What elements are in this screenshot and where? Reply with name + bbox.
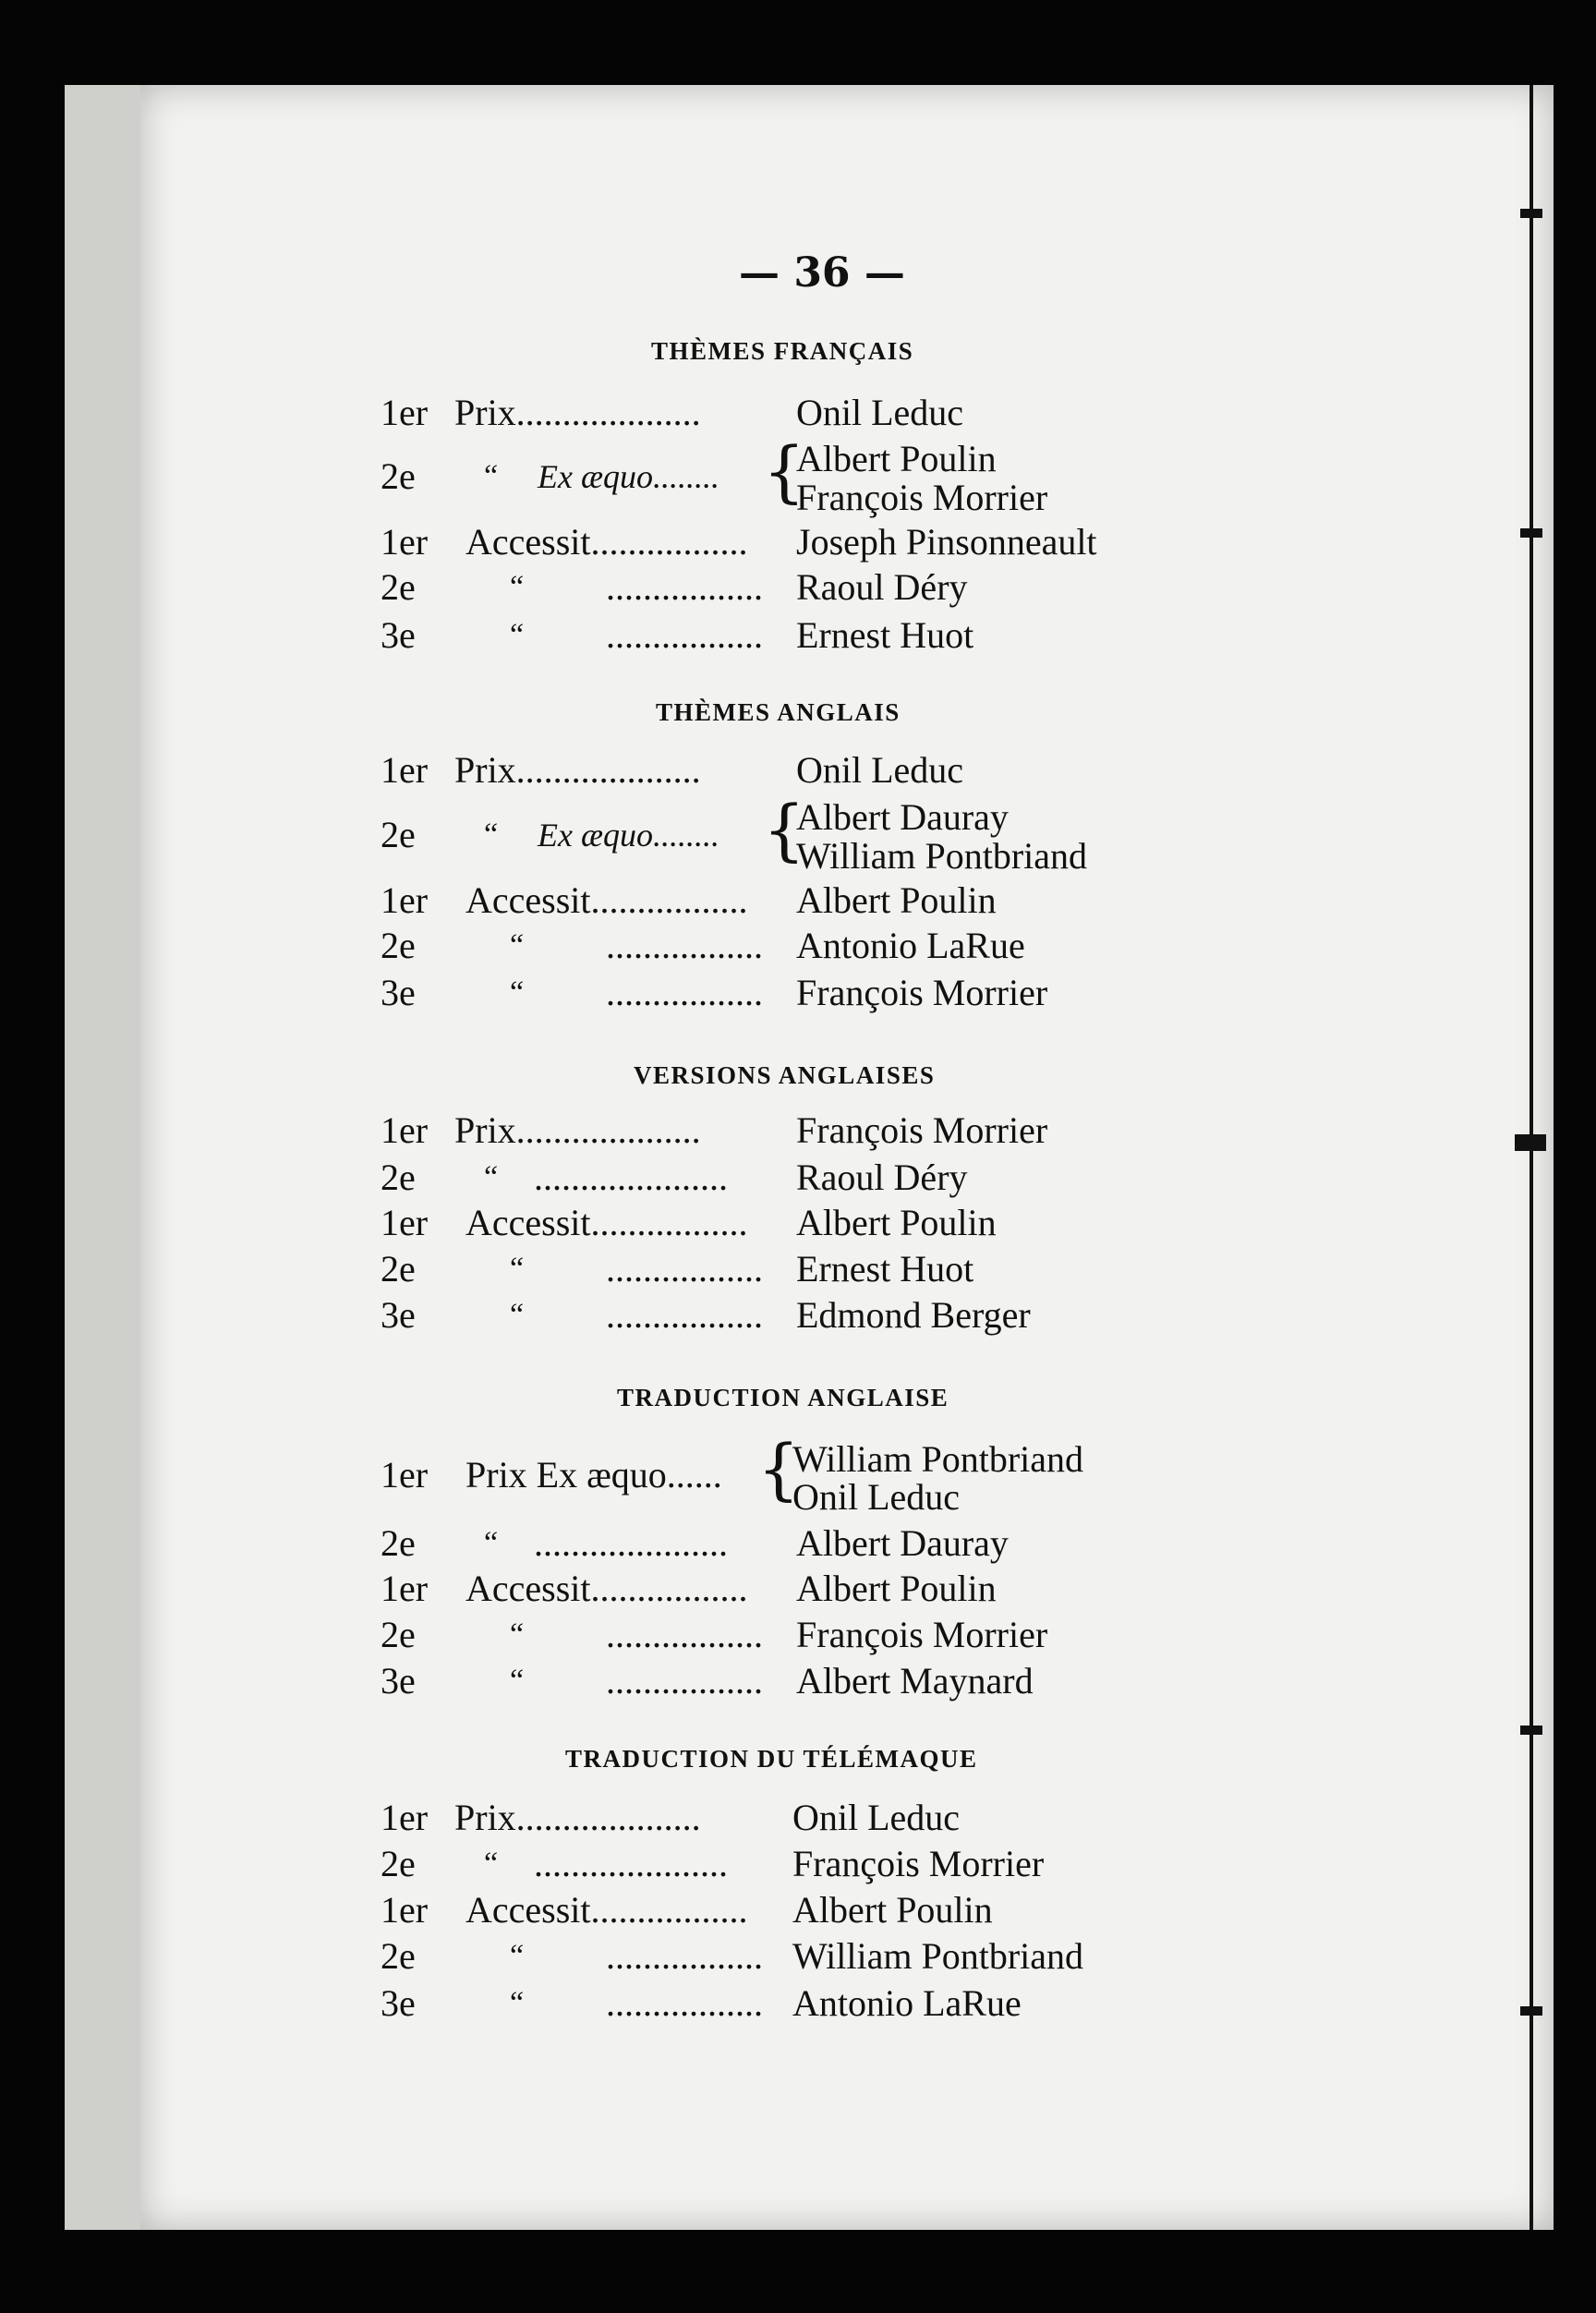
ditto-mark: “ xyxy=(510,1664,525,1698)
award-label: Prix Ex æquo...... xyxy=(466,1454,722,1496)
award-row xyxy=(381,834,1304,878)
recipient-name: François Morrier xyxy=(796,477,1048,518)
award-row xyxy=(381,1796,1304,1840)
award-row xyxy=(381,1201,1304,1245)
award-row xyxy=(381,795,1304,840)
award-label: ................. xyxy=(606,1248,763,1290)
rank: 2e xyxy=(381,1522,416,1564)
section-heading: VERSIONS ANGLAISES xyxy=(634,1061,936,1089)
recipient-name: Ernest Huot xyxy=(796,614,974,656)
section-heading: THÈMES FRANÇAIS xyxy=(651,337,914,365)
recipient-name: François Morrier xyxy=(796,1614,1048,1655)
ditto-mark: “ xyxy=(484,459,499,493)
rank: 1er xyxy=(381,1889,429,1931)
ditto-mark: “ xyxy=(510,928,525,963)
rank: 3e xyxy=(381,972,416,1013)
recipient-name: Onil Leduc xyxy=(792,1476,961,1518)
rank: 1er xyxy=(381,392,429,433)
ditto-mark: “ xyxy=(510,1986,525,2020)
rank: 3e xyxy=(381,1982,416,2024)
award-row xyxy=(381,748,1304,793)
recipient-name: Raoul Déry xyxy=(796,566,968,608)
recipient-name: François Morrier xyxy=(796,1109,1048,1151)
rank: 3e xyxy=(381,1294,416,1336)
rank: 1er xyxy=(381,1568,429,1609)
rank: 2e xyxy=(381,1614,416,1655)
recipient-name: William Pontbriand xyxy=(792,1935,1084,1977)
recipient-name: Albert Poulin xyxy=(796,1568,997,1609)
award-label: ................. xyxy=(606,925,763,966)
award-label: Prix.................... xyxy=(454,749,701,791)
award-row xyxy=(381,1659,1304,1703)
award-row xyxy=(381,520,1304,564)
section-heading: THÈMES ANGLAIS xyxy=(656,698,901,726)
award-row xyxy=(381,565,1304,610)
ditto-mark: “ xyxy=(510,1617,525,1652)
recipient-name: Albert Poulin xyxy=(796,1202,997,1243)
stitch-mark xyxy=(1520,528,1542,538)
binding-stitch xyxy=(1530,85,1533,2230)
award-row xyxy=(381,1156,1304,1200)
rank: 1er xyxy=(381,749,429,791)
award-row xyxy=(381,437,1304,481)
award-label: Accessit................. xyxy=(466,1202,748,1243)
award-label: Accessit................. xyxy=(466,879,748,921)
rank: 1er xyxy=(381,521,429,563)
recipient-name: Joseph Pinsonneault xyxy=(796,521,1097,563)
recipient-name: Onil Leduc xyxy=(792,1797,961,1838)
award-label: Prix.................... xyxy=(454,392,701,433)
recipient-name: Antonio LaRue xyxy=(796,925,1025,966)
brace: { xyxy=(757,1430,800,1508)
rank: 2e xyxy=(381,925,416,966)
rank: 1er xyxy=(381,1202,429,1243)
recipient-name: Onil Leduc xyxy=(796,749,964,791)
award-label: Accessit................. xyxy=(466,1889,748,1931)
rank: 2e xyxy=(381,1843,416,1884)
ditto-mark: “ xyxy=(484,817,499,852)
award-label: Prix.................... xyxy=(454,1109,701,1151)
rank: 1er xyxy=(381,879,429,921)
ditto-mark: “ xyxy=(510,1298,525,1332)
award-label: ................. xyxy=(606,1614,763,1655)
rank: 2e xyxy=(381,1248,416,1290)
award-row xyxy=(381,1521,1304,1566)
award-row xyxy=(381,1293,1304,1338)
ditto-mark: “ xyxy=(484,1526,499,1560)
ditto-mark: “ xyxy=(484,1160,499,1194)
award-row xyxy=(381,1475,1304,1520)
recipient-name: Albert Poulin xyxy=(796,879,997,921)
rank: 3e xyxy=(381,1660,416,1701)
rank: 2e xyxy=(381,566,416,608)
ditto-mark: “ xyxy=(510,570,525,604)
recipient-name: Ernest Huot xyxy=(796,1248,974,1290)
rank: 1er xyxy=(381,1454,429,1496)
award-row xyxy=(381,1613,1304,1657)
recipient-name: Edmond Berger xyxy=(796,1294,1031,1336)
recipient-name: Raoul Déry xyxy=(796,1156,968,1198)
award-row xyxy=(381,971,1304,1015)
award-label: ..................... xyxy=(534,1522,728,1564)
section-heading: TRADUCTION DU TÉLÉMAQUE xyxy=(565,1745,978,1773)
page-number: — 36 — xyxy=(739,249,905,297)
rank: 2e xyxy=(381,455,416,497)
rank: 2e xyxy=(381,1156,416,1198)
award-row xyxy=(381,1888,1304,1932)
award-label: Ex æquo........ xyxy=(538,458,719,495)
award-label: ................. xyxy=(606,972,763,1013)
award-label: ................. xyxy=(606,1982,763,2024)
award-label: ................. xyxy=(606,614,763,656)
award-label: ................. xyxy=(606,566,763,608)
award-row xyxy=(381,1934,1304,1979)
award-label: ..................... xyxy=(534,1156,728,1198)
award-label: Prix.................... xyxy=(454,1797,701,1838)
recipient-name: William Pontbriand xyxy=(792,1438,1084,1480)
recipient-name: François Morrier xyxy=(796,972,1048,1013)
ditto-mark: “ xyxy=(510,618,525,652)
award-label: Accessit................. xyxy=(466,521,748,563)
recipient-name: Antonio LaRue xyxy=(792,1982,1022,2024)
recipient-name: Onil Leduc xyxy=(796,392,964,433)
award-row xyxy=(381,878,1304,923)
recipient-name: Albert Dauray xyxy=(796,1522,1009,1564)
award-row xyxy=(381,1842,1304,1886)
ditto-mark: “ xyxy=(510,975,525,1010)
award-row xyxy=(381,391,1304,435)
rank: 1er xyxy=(381,1109,429,1151)
recipient-name: Albert Poulin xyxy=(796,438,997,479)
award-row xyxy=(381,1247,1304,1291)
award-label: ................. xyxy=(606,1294,763,1336)
stitch-mark xyxy=(1520,1726,1542,1735)
page-edge xyxy=(65,85,140,2230)
ditto-mark: “ xyxy=(484,1847,499,1881)
section-heading: TRADUCTION ANGLAISE xyxy=(617,1384,949,1411)
award-row xyxy=(381,924,1304,968)
award-row xyxy=(381,1981,1304,2026)
recipient-name: Albert Dauray xyxy=(796,796,1009,838)
award-row xyxy=(381,476,1304,520)
recipient-name: François Morrier xyxy=(792,1843,1045,1884)
stitch-mark xyxy=(1520,2006,1542,2016)
recipient-name: William Pontbriand xyxy=(796,835,1088,877)
brace: { xyxy=(763,432,805,510)
rank: 3e xyxy=(381,614,416,656)
rank: 2e xyxy=(381,814,416,855)
award-row xyxy=(381,1567,1304,1611)
award-row xyxy=(381,613,1304,658)
award-label: Accessit................. xyxy=(466,1568,748,1609)
ditto-mark: “ xyxy=(510,1252,525,1286)
rank: 2e xyxy=(381,1935,416,1977)
award-label: ................. xyxy=(606,1935,763,1977)
rank: 1er xyxy=(381,1797,429,1838)
award-label: Ex æquo........ xyxy=(538,817,719,854)
ditto-mark: “ xyxy=(510,1939,525,1973)
award-label: ................. xyxy=(606,1660,763,1701)
award-label: ..................... xyxy=(534,1843,728,1884)
award-row xyxy=(381,1108,1304,1153)
stitch-mark xyxy=(1515,1134,1546,1151)
stitch-mark xyxy=(1520,209,1542,218)
brace: { xyxy=(763,791,805,868)
recipient-name: Albert Maynard xyxy=(796,1660,1034,1701)
recipient-name: Albert Poulin xyxy=(792,1889,993,1931)
